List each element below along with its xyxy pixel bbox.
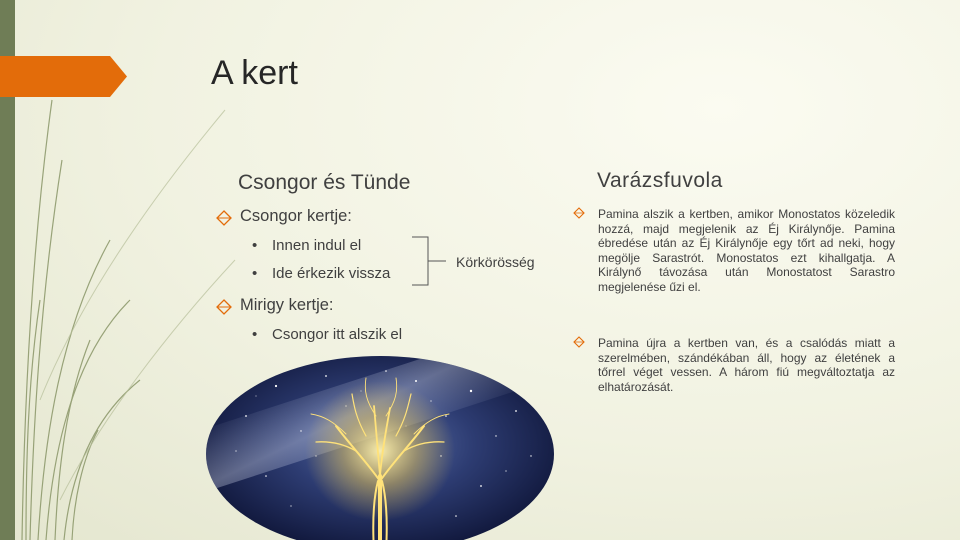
list-item-text: Innen indul el	[272, 237, 362, 254]
bracket-label: Körkörösség	[456, 254, 535, 270]
section-label: Mirigy kertje:	[240, 296, 334, 314]
glowing-tree-galaxy-image	[206, 356, 554, 540]
bullet-dot-icon: •	[252, 237, 258, 254]
bracket-connector	[410, 236, 450, 286]
diamond-bullet-icon	[216, 210, 232, 226]
diamond-bullet-icon	[573, 207, 585, 219]
paragraph	[598, 207, 895, 294]
section-mirigy-kertje	[240, 296, 334, 315]
paragraph-text: Pamina alszik a kertben, amikor Monostatos közeledik hozzá, majd megjelenik az Éj Királynője. Pamina ébredése után az Éj Királynője egy tőrt ad neki, hogy megölje Sarastrót. Monostatos ezt kihallgatja. A Királynő távozása után Monostatost Sarastro megjelenése űzi el.	[598, 207, 895, 294]
paragraph-text: Pamina újra a kertben van, és a csalódás miatt a szerelmében, szándékában áll, hogy az életének a tőrrel véget vessen. A három fiú megváltoztatja az elhatározását.	[598, 336, 895, 394]
paragraph	[598, 336, 895, 394]
list-item	[252, 237, 362, 254]
bullet-dot-icon: •	[252, 326, 258, 343]
title-accent-arrow	[0, 56, 127, 97]
section-csongor-kertje	[240, 207, 352, 226]
right-column-heading: Varázsfuvola	[597, 169, 723, 192]
list-item-text: Csongor itt alszik el	[272, 326, 403, 343]
list-item	[252, 326, 403, 343]
bullet-dot-icon: •	[252, 265, 258, 282]
diamond-bullet-icon	[216, 299, 232, 315]
left-column-heading: Csongor és Tünde	[238, 171, 411, 194]
section-label: Csongor kertje:	[240, 207, 352, 225]
diamond-bullet-icon	[573, 336, 585, 348]
slide-title: A kert	[211, 54, 298, 92]
list-item-text: Ide érkezik vissza	[272, 265, 391, 282]
list-item	[252, 265, 391, 282]
